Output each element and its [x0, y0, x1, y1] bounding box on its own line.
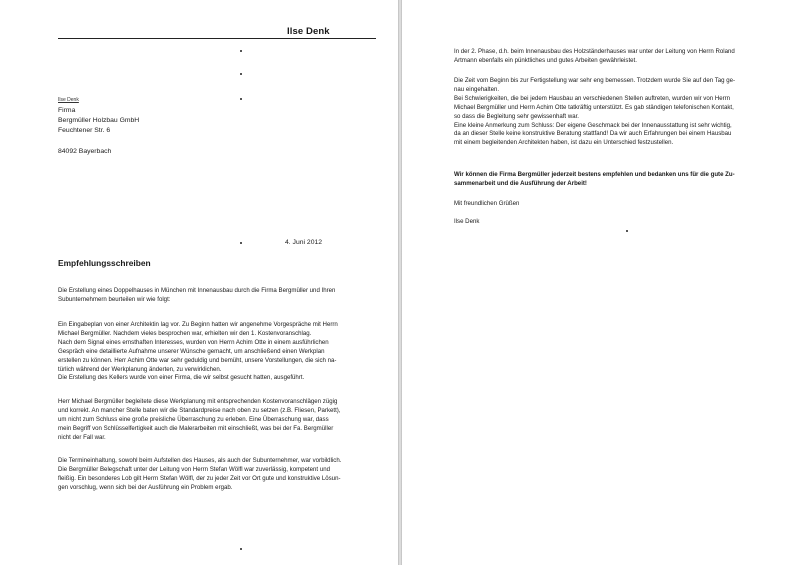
text-line: und korrekt. An mancher Stelle baten wir die Standardpreise nach oben zu setzen (z.B. Fliesen, Parkett), [58, 406, 341, 414]
letterhead-name: Ilse Denk [287, 26, 330, 37]
scan-mark [240, 548, 242, 550]
text-line: Nach dem Signal eines ernsthaften Interesses, wurden von Herrn Achim Otte in einem ausführlichen [58, 338, 329, 346]
text-line: Bei Schwierigkeiten, die bei jedem Hausbau an verschiedenen Stellen auftreten, wurden wir von Herrn [454, 94, 731, 102]
sender-return-line: Ilse Denk [58, 97, 79, 103]
text-line: Subunternehmern beurteilen wir wie folgt: [58, 295, 171, 303]
text-line: mein Begriff von Schlüsselfertigkeit auch die Malerarbeiten mit einschließt, was bei der Fa. Bergmüller [58, 424, 334, 432]
letter-date: 4. Juni 2012 [285, 239, 323, 246]
address-line: Firma [58, 107, 76, 114]
letter-subject: Empfehlungsschreiben [58, 258, 151, 268]
scan-mark [240, 242, 242, 244]
text-line: gen vorschlug, wenn sich bei der Ausführung ein Problem ergab. [58, 483, 233, 491]
text-line: Artmann ebenfalls ein pünktliches und gutes Arbeiten gewährleistet. [454, 56, 637, 64]
text-line: Eine kleine Anmerkung zum Schluss: Der eigene Geschmack bei der Innenausstattung ist sehr wichtig, [454, 121, 732, 129]
text-line: Die Erstellung eines Doppelhauses in München mit Innenausbau durch die Firma Bergmüller und Ihren [58, 287, 336, 294]
text-line: In der 2. Phase, d.h. beim Innenausbau des Holzständerhauses war unter der Leitung von Herrn Roland [454, 48, 735, 55]
paragraph [454, 48, 766, 66]
text-line: erstellen zu können. Herr Achim Otte war sehr geduldig und bemüht, unsere Vorstellungen, die sich na- [58, 356, 337, 364]
scan-mark [240, 98, 242, 100]
address-line: Feuchtener Str. 6 [58, 127, 111, 134]
paragraph [58, 287, 370, 305]
text-line: Die Erstellung des Kellers wurde von einer Firma, die wir selbst gesucht hatten, ausgeführt. [58, 374, 305, 382]
text-line: Die Bergmüller Belegschaft unter der Leitung von Herrn Stefan Wölfl war zuverlässig, kompetent und [58, 465, 330, 473]
text-line: nau eingehalten. [454, 85, 500, 93]
text-line: so dass die Begleitung sehr gewissenhaft war. [454, 112, 579, 120]
letterhead-rule [58, 38, 376, 39]
text-line: sammenarbeit und die Ausführung der Arbeit! [454, 179, 587, 187]
recipient-postal-city: 84092 Bayerbach [58, 148, 112, 155]
text-line: Wir können die Firma Bergmüller jederzeit bestens empfehlen und bedanken uns für die gute Zu- [454, 171, 735, 178]
scan-mark [626, 230, 628, 232]
paragraph [58, 398, 370, 443]
paragraph [454, 77, 766, 148]
recipient-address [58, 106, 139, 136]
paragraph [58, 321, 370, 383]
text-line: Michael Bergmüller und Herrn Achim Otte tatkräftig unterstützt. Es gab ständigen telefonischen Kontakt, [454, 103, 734, 111]
address-line: Bergmüller Holzbau GmbH [58, 117, 140, 124]
scan-mark [240, 50, 242, 52]
text-line: Herr Michael Bergmüller begleitete diese Werkplanung mit entsprechenden Kostenvoranschlägen zügig [58, 398, 338, 405]
text-line: Die Zeit vom Beginn bis zur Fertigstellung war sehr eng bemessen. Trotzdem wurde Sie auf den Tag ge- [454, 77, 736, 84]
closing-greeting: Mit freundlichen Grüßen [454, 200, 520, 207]
text-line: nicht der Fall war. [58, 433, 106, 441]
text-line: Die Termineinhaltung, sowohl beim Aufstellen des Hauses, als auch der Subunternehmer, war vorbildlich. [58, 457, 342, 464]
text-line: um nicht zum Schluss eine große preisliche Überraschung zu erleben. Eine Überraschung war, dass [58, 415, 329, 423]
text-line: Ein Eingabeplan von einer Architektin lag vor. Zu Beginn hatten wir angenehme Vorgespräche mit Herrn [58, 321, 338, 328]
recommendation-paragraph [454, 171, 766, 189]
paragraph [58, 457, 370, 493]
text-line: fleißig. Ein besonderes Lob gilt Herrn Stefan Wölfl, der zu jeder Zeit vor Ort gute und konstruktive Lösun- [58, 474, 341, 482]
scan-mark [240, 73, 242, 75]
text-line: mit einem begleitenden Architekten haben, ist dazu ein Unterschied festzustellen. [454, 139, 674, 147]
text-line: Michael Bergmüller. Nachdem vieles besprochen war, erhielten wir den 1. Kostenvoranschlag. [58, 329, 312, 337]
signature-name: Ilse Denk [454, 218, 480, 225]
text-line: türlich während der Werkplanung änderten, zu verwirklichen. [58, 365, 222, 373]
text-line: Gespräch eine detaillierte Aufnahme unserer Wünsche gemacht, um anschließend einen Werkplan [58, 347, 325, 355]
text-line: da an dieser Stelle keine konstruktive Beratung stattfand! Da wir auch Erfahrungen bei einem Hausbau [454, 130, 732, 138]
